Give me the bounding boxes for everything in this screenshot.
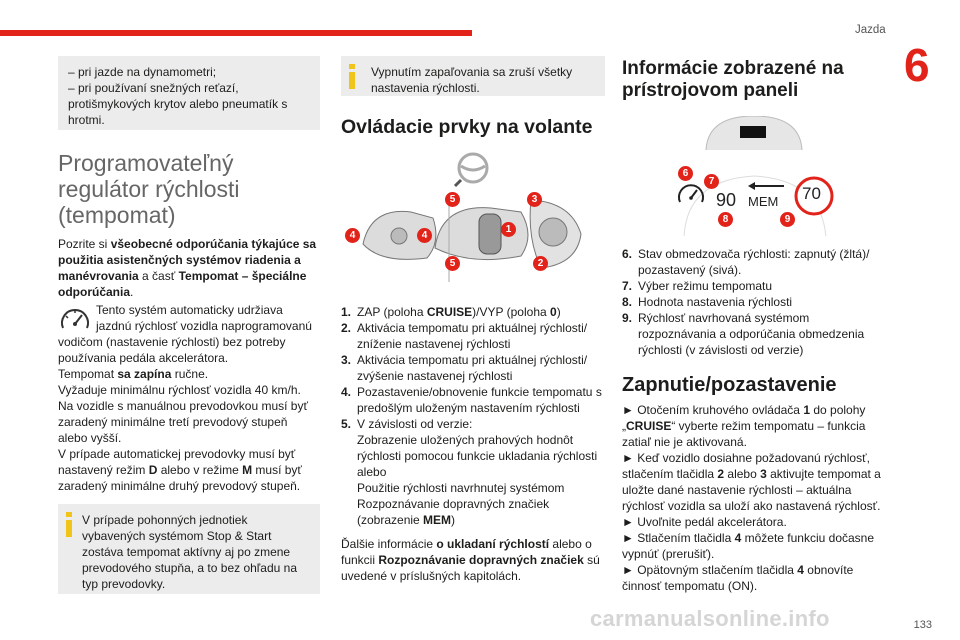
callout-2: 2 [533,256,548,271]
text: sú uvedené v príslušných kapitolách. [341,553,600,583]
list-item [341,304,605,320]
instrument-panel-illustration [622,116,888,236]
speed-limit-value: 70 [802,184,821,203]
text: musí byť zaradený minimálne druhý prevodový stupeň. [58,463,302,493]
activation-steps [622,402,888,594]
icon-para-line: jazdnú rýchlosť vozidla naprogramovanú [96,319,312,333]
item-number: 7. [622,279,633,293]
step [622,530,888,562]
ignition-info-box [341,56,605,96]
bold-text: 2 [717,467,725,481]
text: alebo o funkcii [341,537,592,567]
callout-6: 6 [678,166,693,181]
display-title-line: Informácie zobrazené na [622,58,844,79]
text: Stav obmedzovača rýchlosti: zapnutý (žltá)/ pozastavený (sivá). [638,247,870,277]
step [622,450,888,514]
bold-text: CRUISE [426,305,473,319]
text: ZAP (poloha [357,305,427,319]
more-info [341,536,605,584]
controls-title: Ovládacie prvky na volante [341,116,593,138]
set-speed-value: 90 [716,190,737,210]
info-icon [349,64,355,90]
bold-text: o ukladaní rýchlostí [436,537,550,551]
item-number: 1. [341,305,352,319]
list-item [622,294,888,310]
item-number: 4. [341,385,352,399]
manual-gearbox: Na vozidle s manuálnou prevodovkou musí byť zaradený minimálne tretí prevodový stupeň alebo vyšší. [58,399,308,445]
text: Zobrazenie uložených prahových hodnôt rýchlosti pomocou funkcie ukladania rýchlosti [357,433,598,463]
item-number: 2. [341,321,352,335]
text: alebo v režime [157,463,243,477]
box-line: – pri používaní snežných reťazí, [68,81,239,95]
text: . [130,285,134,299]
text: aktivujte tempomat a uložte dané nastavenie rýchlosti – aktuálna rýchlosť vozidla sa uloží ako nastavená rýchlosť. [622,467,881,513]
activation-title: Zapnutie/pozastavenie [622,374,837,396]
bold-text: M [242,463,253,477]
header-red-bar [0,30,472,36]
text: Hodnota nastavenia rýchlosti [638,295,793,309]
list-item [622,246,888,278]
text: ► Otočením kruhového ovládača [622,403,804,417]
section-title [58,150,320,228]
info-text: Vypnutím zapaľovania sa zruší všetky nastavenia rýchlosti. [371,65,573,95]
text: Aktivácia tempomatu pri aktuálnej rýchlosti/ zníženie nastavenej rýchlosti [357,321,588,351]
text: Aktivácia tempomatu pri aktuálnej rýchlosti/ zvýšenie nastavenej rýchlosti [357,353,588,383]
callout-7: 7 [704,174,719,189]
list-item [341,384,605,416]
column-2 [341,56,605,584]
manual-activation [58,366,320,382]
column-1 [58,56,320,594]
title-line: Programovateľný [58,150,234,176]
continued-list-box [58,56,320,130]
bold-text: všeobecné odporúčania týkajúce sa použitia asistenčných systémov riadenia a manévrovania [58,237,317,283]
bold-text: Tempomat – špeciálne odporúčania [58,269,307,299]
info-icon [66,512,72,538]
bold-text: MEM [423,513,452,527]
text: V závislosti od verzie: [357,417,473,431]
bold-text: Rozpoznávanie dopravných značiek [378,553,584,567]
step [622,562,888,594]
item-number: 5. [341,417,352,431]
list-item [341,416,605,528]
cruise-paragraph [58,302,320,366]
bold-text: 4 [734,531,742,545]
list-item [622,310,888,358]
bold-text: D [148,463,158,477]
list-item [341,320,605,352]
callout-4: 4 [417,228,432,243]
bold-text: 3 [760,467,767,481]
text: “ vyberte režim tempomatu – funkcia zatiaľ nie je aktivovaná. [622,419,866,449]
text: Pozastavenie/obnovenie funkcie tempomatu s predošlým uloženým nastavením rýchlosti [357,385,602,415]
text: alebo [724,467,761,481]
bold-text: 4 [797,563,804,577]
callout-3: 3 [527,192,542,207]
item-number: 6. [622,247,633,261]
page-number: 133 [913,619,932,631]
steering-controls-illustration [341,152,605,292]
chapter-number: 6 [904,39,930,91]
text: ručne. [171,367,209,381]
bold-text: CRUISE [626,419,672,433]
title-line: regulátor rýchlosti [58,176,240,202]
text: Výber režimu tempomatu [638,279,773,293]
text: ► Stlačením tlačidla [622,531,735,545]
mem-label: MEM [748,194,779,209]
text: V prípade automatickej prevodovky musí byť nastavený režim [58,447,296,477]
text: Pozrite si [58,237,111,251]
bold-text: sa zapína [117,367,172,381]
text: ) [556,305,561,319]
box-line: protišmykových krytov alebo pneumatík s [68,97,288,111]
text: ► Keď vozidlo dosiahne požadovanú rýchlosť, stlačením tlačidla [622,451,870,481]
icon-para-line: Tento systém automaticky udržiava [96,303,283,317]
info-text: V prípade pohonných jednotiek vybavených systémom Stop & Start zostáva tempomat aktívny aj po zmene prevodového stupňa, a to bez ohľadu na typ prevodovky. [82,513,297,591]
text: ) [451,513,456,527]
steering-stalk-diagram [341,152,605,292]
title-line: (tempomat) [58,202,176,228]
box-line: hrotmi. [68,113,105,127]
text: a časť [138,269,179,283]
text: )/VYP (poloha [472,305,550,319]
bold-text: 1 [803,403,810,417]
auto-gearbox [58,446,320,494]
step [622,402,888,450]
bold-text: 0 [550,305,557,319]
text: môžete funkciu dočasne vypnúť (prerušiť). [622,531,875,561]
callout-5: 5 [445,192,460,207]
display-title-line: prístrojovom paneli [622,80,799,101]
callout-1: 1 [501,222,516,237]
text: Tempomat [58,367,118,381]
item-number: 8. [622,295,633,309]
icon-para-rest: vodičom (nastavenie rýchlosti) bez potreby používania pedála akcelerátora. [58,335,286,365]
text: obnovíte činnosť tempomatu (ON). [622,563,854,593]
section-label: Jazda [855,24,886,36]
text: Použitie rýchlosti navrhnutej systémom Rozpoznávanie dopravných značiek (zobrazenie [357,481,565,527]
list-item [341,352,605,384]
intro-paragraph [58,236,320,300]
box-line: – pri jazde na dynamometri; [68,65,217,79]
requirement: Vyžaduje minimálnu rýchlosť vozidla 40 km/h. [58,383,301,397]
text: alebo [357,465,387,479]
step: ► Uvoľnite pedál akcelerátora. [622,515,787,529]
instrument-panel-diagram [622,116,888,236]
callout-5: 5 [445,256,460,271]
callout-8: 8 [718,212,733,227]
text: Rýchlosť navrhovaná systémom rozpoznávania a odporúčania obmedzenia rýchlosti (v závislosti od verzie) [638,311,865,357]
display-list [622,246,888,358]
item-number: 3. [341,353,352,367]
stop-start-info-box [58,504,320,594]
callout-9: 9 [780,212,795,227]
watermark: carmanualsonline.info [590,606,830,631]
text: do polohy „ [622,403,866,433]
cruise-control-icon [58,304,92,336]
item-number: 9. [622,311,633,325]
callout-4: 4 [345,228,360,243]
column-3 [622,58,888,594]
text: ► Opätovným stlačením tlačidla [622,563,798,577]
list-item [622,278,888,294]
controls-list [341,304,605,528]
text: Ďalšie informácie [341,537,437,551]
